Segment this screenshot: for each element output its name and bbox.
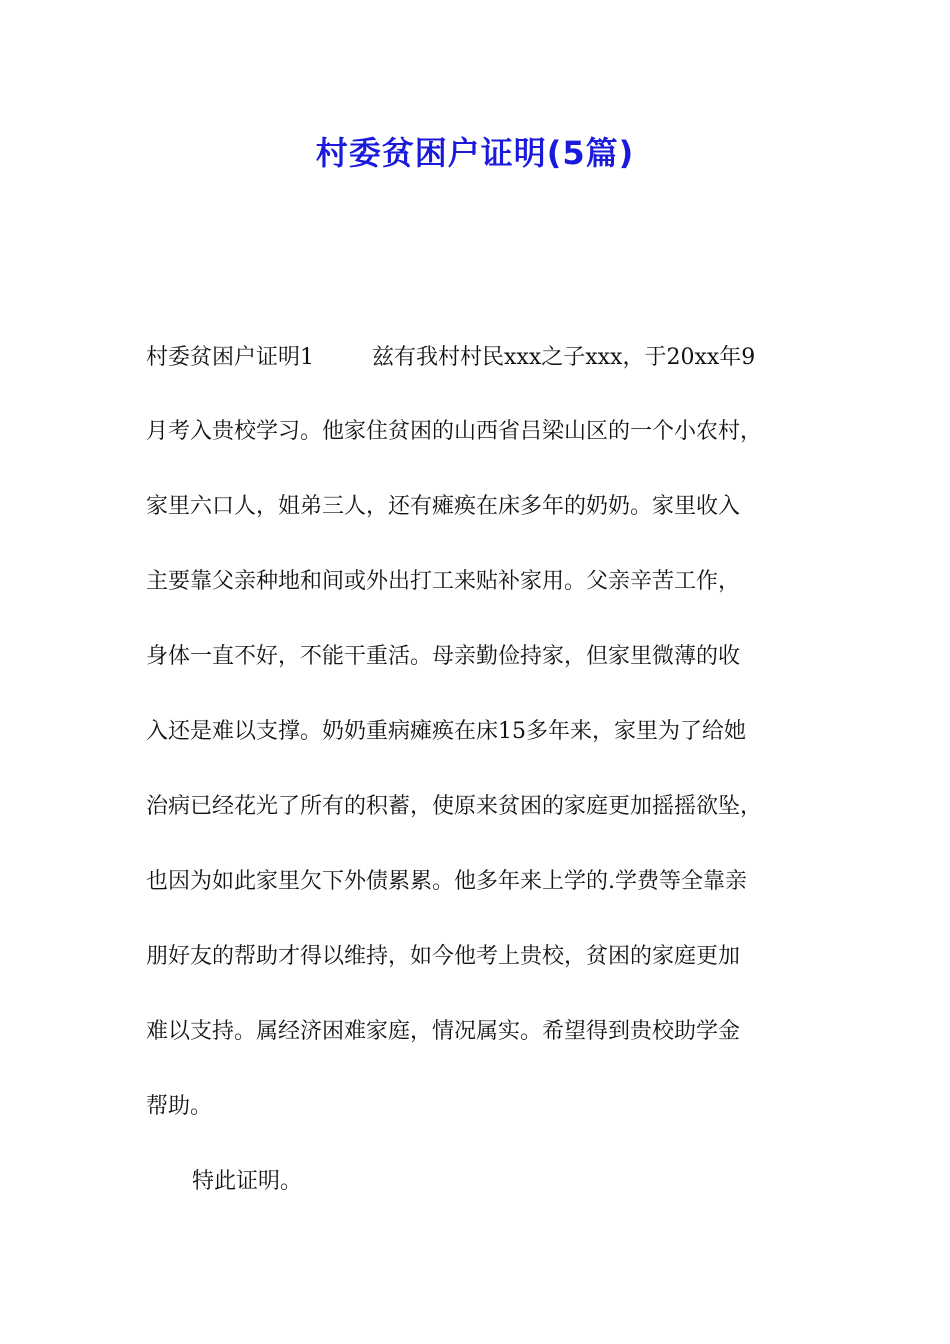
document-title: 村委贫困户证明(5篇): [315, 134, 635, 172]
paragraph-line-9: 朋好友的帮助才得以维持，如今他考上贵校，贫困的家庭更加: [146, 944, 741, 969]
paragraph-line-8: 也因为如此家里欠下外债累累。他多年来上学的.学费等全靠亲: [146, 869, 747, 894]
paragraph-line-5: 身体一直不好，不能干重活。母亲勤俭持家，但家里微薄的收: [146, 644, 741, 669]
paragraph-line-3: 家里六口人，姐弟三人，还有瘫痪在床多年的奶奶。家里收入: [146, 494, 741, 519]
closing-line: 特此证明。: [192, 1169, 303, 1194]
paragraph-line-11: 帮助。: [146, 1094, 213, 1119]
paragraph-line-4: 主要靠父亲种地和间或外出打工来贴补家用。父亲辛苦工作，: [146, 569, 741, 594]
paragraph-line-1: [146, 340, 846, 376]
line-text: 兹有我村村民xxx之子xxx，于20xx年9: [372, 345, 756, 370]
paragraph-line-2: 月考入贵校学习。他家住贫困的山西省吕梁山区的一个小农村，: [146, 419, 763, 444]
paragraph-line-6: 入还是难以支撑。奶奶重病瘫痪在床15多年来，家里为了给她: [146, 719, 746, 744]
section-label: 村委贫困户证明1: [146, 345, 314, 370]
paragraph-line-7: 治病已经花光了所有的积蓄，使原来贫困的家庭更加摇摇欲坠，: [146, 794, 763, 819]
paragraph-line-10: 难以支持。属经济困难家庭，情况属实。希望得到贵校助学金: [146, 1019, 741, 1044]
